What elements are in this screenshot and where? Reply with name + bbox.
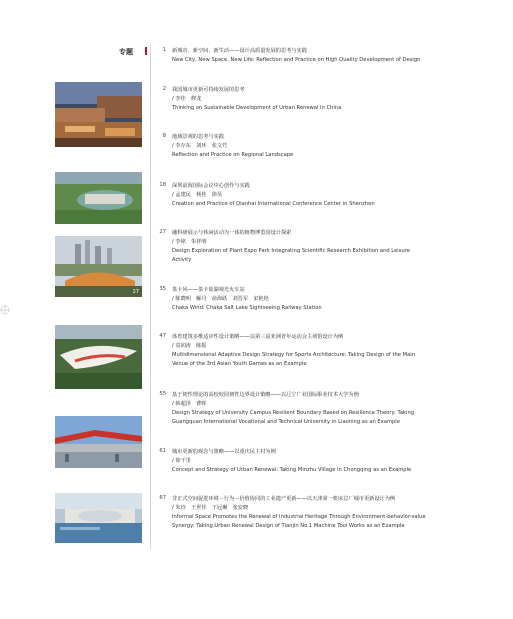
page-number: 67 [159,495,166,501]
toc-entry[interactable] [152,47,442,67]
page-number: 61 [159,448,166,454]
thumbnail-campus-boundary [55,416,142,468]
divider-line [150,44,151,549]
page-number: 55 [159,391,166,397]
page-number: 18 [159,182,166,188]
toc-entry[interactable] [152,391,442,431]
authors: / 朱玲 王世佳 王冠琳 张安晓 [172,505,249,511]
title-zh: 我国城市更新可持续发展的思考 [172,87,245,93]
title-en: Chaka Wind: Chaka Salt Lake Sightseeing Railway Station [172,305,322,311]
title-en: Multidimensional Adaptive Design Strategy for Sports Architecture: Taking Design of the Main Venue of the 3rd Asian Youth Games as an Example [172,352,415,367]
thumbnail-plant-expo [55,236,142,297]
title-zh: 体育建筑多维适应性设计策略——以第三届亚洲青年运动会主场馆设计为例 [172,334,344,340]
page-number: 27 [159,229,166,235]
authors: / 李存东 刘环 张文竹 [172,143,228,149]
title-en: Creation and Practice of Qianhai International Conference Center in Shenzhen [172,201,375,207]
title-zh: 地域景观的思考与实践 [172,134,224,140]
toc-entry[interactable] [152,133,442,163]
title-en: Design Exploration of Plant Expo Park Integrating Scientific Research Exhibition and Leisure Activity [172,248,410,263]
title-zh: 城市更新的观念与策略——以重庆民主村为例 [172,449,276,455]
title-zh: 茶卡风——茶卡盐湖观光火车站 [172,287,245,293]
thumbnail-sports-venue [55,325,142,389]
authors: / 陈晓明 解丹 俞海跃 刘晋军 宋艳艳 [172,296,269,302]
title-en: Thinking on Sustainable Development of Urban Renewal in China [172,105,342,111]
authors: / 徐千里 [172,458,191,464]
page-number: 8 [162,133,166,139]
page-number: 2 [162,86,166,92]
title-en: Informal Space Promotes the Renewal of Industrial Heritage Through Environment-behavior-value Synergy: Taking Urban Renewal Design of Tianjin No.1 Machine Tool Works as an Example [172,514,426,529]
title-en: Concept and Strategy of Urban Renewal: Taking Minzhu Village in Chongqing as an Example [172,467,412,473]
toc-entry[interactable] [152,333,442,373]
title-zh: 新城市、新空间、新生活——设计高质量发展的思考与实践 [172,48,307,54]
toc-entry[interactable] [152,229,442,269]
page-number: 47 [159,333,166,339]
toc-entry[interactable] [152,495,442,535]
thumbnail-page-badge: 27 [132,289,139,295]
authors: / 李铭 朱祥明 [172,239,207,245]
authors: / 韩超泽 曹晖 [172,401,207,407]
authors: / 李佳 修龙 [172,96,202,102]
page-number: 35 [159,286,166,292]
registration-mark [0,300,10,310]
thumbnail-urban-renewal [55,82,142,147]
thumbnail-qianhai-center [55,172,142,224]
section-accent-bar [145,47,147,55]
title-zh: 融科研展示与休闲活动为一体的植物博览园设计探索 [172,230,292,236]
title-en: Reflection and Practice on Regional Landscape [172,152,294,158]
title-en: New City, New Space, New Life: Reflection and Practice on High Quality Development of Design [172,57,421,63]
title-en: Design Strategy of University Campus Resilient Boundary Based on Resilience Theory: Taking Guangquan International Vocational and Technical University in Liaoning as an Example [172,410,415,425]
section-label: 专题 [119,48,133,56]
toc-entry[interactable] [152,448,442,478]
title-zh: 基于韧性理论的高校校园韧性边界设计策略——以辽宁广业国际职业技术大学为例 [172,392,359,398]
toc-entry[interactable] [152,86,442,116]
toc-entry[interactable] [152,182,442,212]
title-zh: 非正式空间促进环境－行为－价值协同的工业遗产更新——以天津第一机床总厂城市更新设计为例 [172,496,396,502]
title-zh: 深圳前海国际会议中心创作与实践 [172,183,250,189]
authors: / 袁润涛 陈振 [172,343,207,349]
authors: / 孟建民 杨桂 徐昊 [172,192,223,198]
toc-entry[interactable] [152,286,442,316]
page-number: 1 [162,47,166,53]
thumbnail-industrial-heritage [55,493,142,543]
